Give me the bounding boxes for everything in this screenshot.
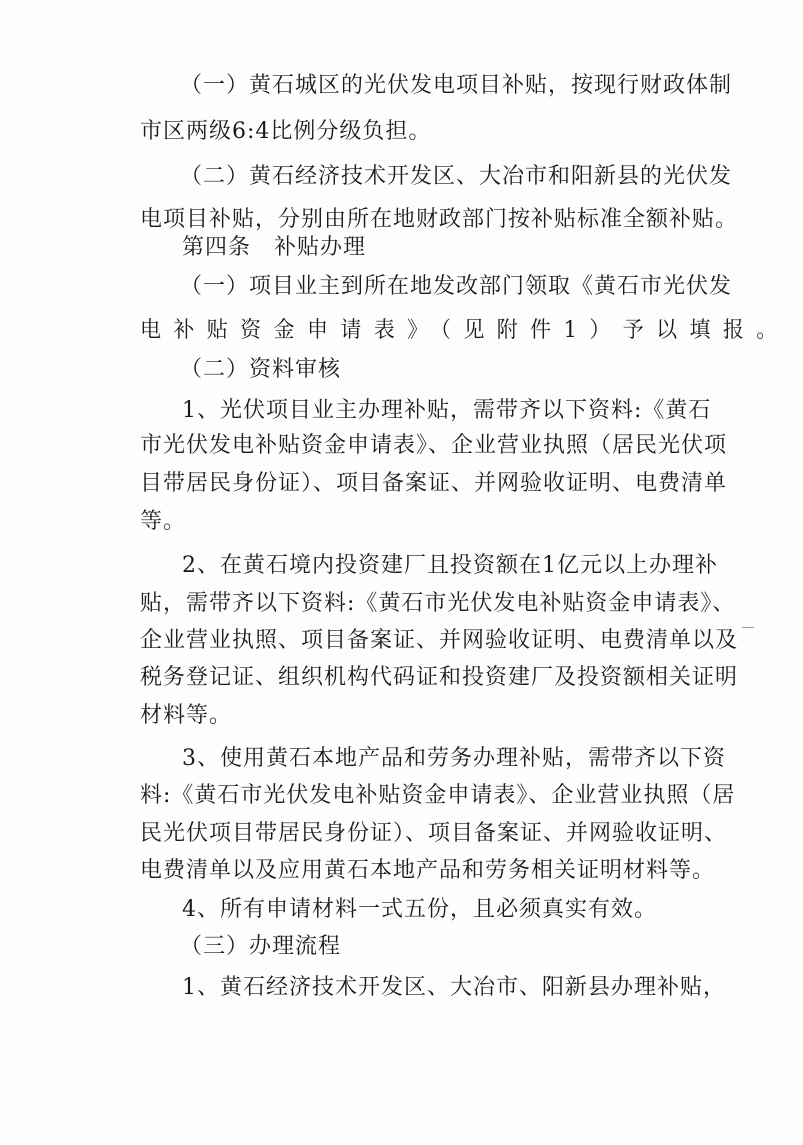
text-line: 企业营业执照、项目备案证、并网验收证明、电费清单以及 <box>140 628 739 653</box>
text-line: 税务登记证、组织机构代码证和投资建厂及投资额相关证明 <box>140 665 739 690</box>
text-line: （一）项目业主到所在地发改部门领取《黄石市光伏发 <box>180 274 733 299</box>
scan-speck <box>742 627 754 628</box>
text-line: 市区两级6:4比例分级负担。 <box>140 119 432 144</box>
text-line: 2、在黄石境内投资建厂且投资额在1亿元以上办理补 <box>182 553 718 578</box>
text-line: 等。 <box>140 509 187 534</box>
subsection-heading: （二）资料审核 <box>180 357 342 382</box>
text-line: 1、黄石经济技术开发区、大冶市、阳新县办理补贴， <box>182 975 726 1000</box>
text-line: 电补贴资金申请表》（见附件1）予以填报。 <box>140 318 790 343</box>
text-line: 民光伏项目带居民身份证）、项目备案证、并网验收证明、 <box>140 821 728 846</box>
text-line: 料:《黄石市光伏发电补贴资金申请表》、企业营业执照（居 <box>140 783 736 808</box>
text-line: （一）黄石城区的光伏发电项目补贴，按现行财政体制 <box>180 73 733 98</box>
text-line: 1、光伏项目业主办理补贴，需带齐以下资料:《黄石 <box>182 398 712 423</box>
text-line: 目带居民身份证）、项目备案证、并网验收证明、电费清单 <box>140 471 728 496</box>
section-heading: 第四条 补贴办理 <box>182 235 367 260</box>
text-line: 电费清单以及应用黄石本地产品和劳务相关证明材料等。 <box>140 858 716 883</box>
subsection-heading: （三）办理流程 <box>180 934 342 959</box>
text-line: 市光伏发电补贴资金申请表》、企业营业执照（居民光伏项 <box>140 433 728 458</box>
text-line: 贴，需带齐以下资料:《黄石市光伏发电补贴资金申请表》、 <box>140 591 736 616</box>
text-line: 电项目补贴，分别由所在地财政部门按补贴标准全额补贴。 <box>140 207 739 232</box>
text-line: 4、所有申请材料一式五份，且必须真实有效。 <box>182 897 657 922</box>
text-line: （二）黄石经济技术开发区、大冶市和阳新县的光伏发 <box>180 164 733 189</box>
text-line: 材料等。 <box>140 703 233 728</box>
text-line: 3、使用黄石本地产品和劳务办理补贴，需带齐以下资 <box>182 746 726 771</box>
